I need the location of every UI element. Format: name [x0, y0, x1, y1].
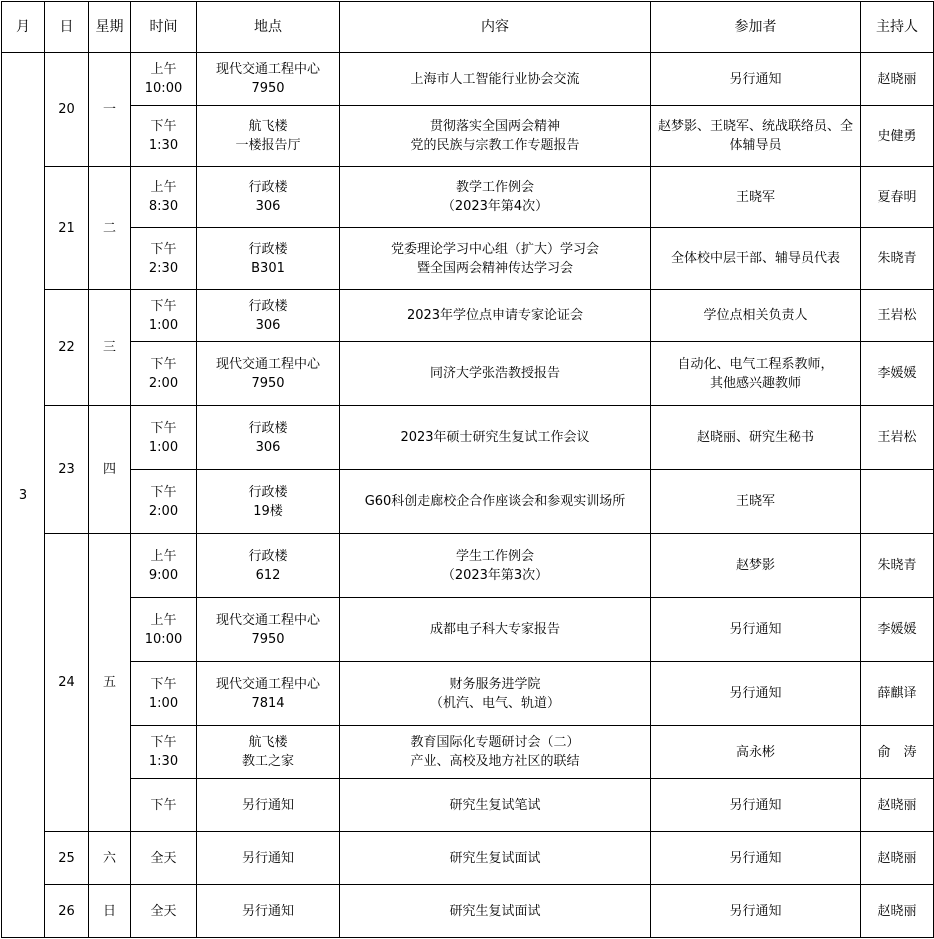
table-row	[2, 832, 934, 885]
day-cell: 24	[45, 534, 89, 832]
time-cell: 下午 1:30	[131, 726, 197, 779]
place-cell: 行政楼 306	[197, 406, 340, 470]
time-cell: 上午 9:00	[131, 534, 197, 598]
host-cell: 王岩松	[861, 290, 934, 342]
participants-cell: 另行通知	[651, 53, 861, 106]
time-cell: 下午 1:00	[131, 290, 197, 342]
table-row	[2, 167, 934, 228]
content-cell: 研究生复试面试	[340, 885, 651, 938]
content-cell: 财务服务进学院 （机汽、电气、轨道）	[340, 662, 651, 726]
host-cell: 赵晓丽	[861, 885, 934, 938]
table-row	[2, 106, 934, 167]
time-cell: 下午 1:30	[131, 106, 197, 167]
content-cell: 同济大学张浩教授报告	[340, 342, 651, 406]
day-cell: 25	[45, 832, 89, 885]
host-cell: 李媛媛	[861, 598, 934, 662]
table-row	[2, 342, 934, 406]
schedule-table	[1, 1, 934, 938]
place-cell: 航飞楼 教工之家	[197, 726, 340, 779]
header-participants: 参加者	[651, 2, 861, 53]
table-row	[2, 534, 934, 598]
month-cell: 3	[2, 53, 45, 938]
content-cell: 2023年学位点申请专家论证会	[340, 290, 651, 342]
weekday-cell: 一	[89, 53, 131, 167]
place-cell: 行政楼 306	[197, 167, 340, 228]
header-place: 地点	[197, 2, 340, 53]
place-cell: 行政楼 B301	[197, 228, 340, 290]
content-cell: 教学工作例会 （2023年第4次）	[340, 167, 651, 228]
participants-cell: 另行通知	[651, 598, 861, 662]
time-cell: 下午 2:30	[131, 228, 197, 290]
time-cell: 下午 1:00	[131, 406, 197, 470]
host-cell: 赵晓丽	[861, 53, 934, 106]
time-cell: 下午	[131, 779, 197, 832]
weekday-cell: 六	[89, 832, 131, 885]
time-cell: 全天	[131, 832, 197, 885]
weekday-cell: 五	[89, 534, 131, 832]
content-cell: 学生工作例会 （2023年第3次）	[340, 534, 651, 598]
host-cell: 朱晓青	[861, 228, 934, 290]
place-cell: 现代交通工程中心 7950	[197, 342, 340, 406]
table-row	[2, 598, 934, 662]
table-row	[2, 885, 934, 938]
place-cell: 行政楼 612	[197, 534, 340, 598]
header-row	[2, 2, 934, 53]
content-cell: 贯彻落实全国两会精神 党的民族与宗教工作专题报告	[340, 106, 651, 167]
table-row	[2, 662, 934, 726]
day-cell: 26	[45, 885, 89, 938]
place-cell: 航飞楼 一楼报告厅	[197, 106, 340, 167]
participants-cell: 王晓军	[651, 470, 861, 534]
host-cell	[861, 470, 934, 534]
header-time: 时间	[131, 2, 197, 53]
time-cell: 下午 1:00	[131, 662, 197, 726]
participants-cell: 王晓军	[651, 167, 861, 228]
weekday-cell: 四	[89, 406, 131, 534]
time-cell: 上午 10:00	[131, 598, 197, 662]
content-cell: 党委理论学习中心组（扩大）学习会 暨全国两会精神传达学习会	[340, 228, 651, 290]
participants-cell: 学位点相关负责人	[651, 290, 861, 342]
day-cell: 23	[45, 406, 89, 534]
header-content: 内容	[340, 2, 651, 53]
table-row	[2, 406, 934, 470]
place-cell: 另行通知	[197, 832, 340, 885]
participants-cell: 高永彬	[651, 726, 861, 779]
participants-cell: 另行通知	[651, 662, 861, 726]
day-cell: 20	[45, 53, 89, 167]
content-cell: G60科创走廊校企合作座谈会和参观实训场所	[340, 470, 651, 534]
time-cell: 下午 2:00	[131, 470, 197, 534]
place-cell: 另行通知	[197, 885, 340, 938]
participants-cell: 赵梦影	[651, 534, 861, 598]
host-cell: 李媛媛	[861, 342, 934, 406]
content-cell: 上海市人工智能行业协会交流	[340, 53, 651, 106]
header-weekday: 星期	[89, 2, 131, 53]
host-cell: 赵晓丽	[861, 779, 934, 832]
content-cell: 研究生复试面试	[340, 832, 651, 885]
time-cell: 上午 10:00	[131, 53, 197, 106]
header-day: 日	[45, 2, 89, 53]
schedule-body	[2, 53, 934, 938]
place-cell: 现代交通工程中心 7950	[197, 53, 340, 106]
place-cell: 行政楼 306	[197, 290, 340, 342]
host-cell: 薛麒译	[861, 662, 934, 726]
content-cell: 教育国际化专题研讨会（二） 产业、高校及地方社区的联结	[340, 726, 651, 779]
host-cell: 王岩松	[861, 406, 934, 470]
participants-cell: 自动化、电气工程系教师， 其他感兴趣教师	[651, 342, 861, 406]
content-cell: 成都电子科大专家报告	[340, 598, 651, 662]
participants-cell: 赵梦影、王晓军、统战联络员、全体辅导员	[651, 106, 861, 167]
participants-cell: 另行通知	[651, 779, 861, 832]
host-cell: 朱晓青	[861, 534, 934, 598]
header-host: 主持人	[861, 2, 934, 53]
table-row	[2, 779, 934, 832]
participants-cell: 另行通知	[651, 832, 861, 885]
place-cell: 行政楼 19楼	[197, 470, 340, 534]
weekday-cell: 日	[89, 885, 131, 938]
weekday-cell: 二	[89, 167, 131, 290]
table-row	[2, 228, 934, 290]
participants-cell: 另行通知	[651, 885, 861, 938]
host-cell: 夏春明	[861, 167, 934, 228]
content-cell: 2023年硕士研究生复试工作会议	[340, 406, 651, 470]
place-cell: 现代交通工程中心 7814	[197, 662, 340, 726]
content-cell: 研究生复试笔试	[340, 779, 651, 832]
day-cell: 21	[45, 167, 89, 290]
time-cell: 上午 8:30	[131, 167, 197, 228]
host-cell: 史健勇	[861, 106, 934, 167]
table-row	[2, 726, 934, 779]
header-month: 月	[2, 2, 45, 53]
table-row	[2, 470, 934, 534]
place-cell: 另行通知	[197, 779, 340, 832]
host-cell: 俞 涛	[861, 726, 934, 779]
day-cell: 22	[45, 290, 89, 406]
table-row	[2, 53, 934, 106]
participants-cell: 全体校中层干部、辅导员代表	[651, 228, 861, 290]
table-row	[2, 290, 934, 342]
host-cell: 赵晓丽	[861, 832, 934, 885]
place-cell: 现代交通工程中心 7950	[197, 598, 340, 662]
time-cell: 下午 2:00	[131, 342, 197, 406]
participants-cell: 赵晓丽、研究生秘书	[651, 406, 861, 470]
time-cell: 全天	[131, 885, 197, 938]
weekday-cell: 三	[89, 290, 131, 406]
